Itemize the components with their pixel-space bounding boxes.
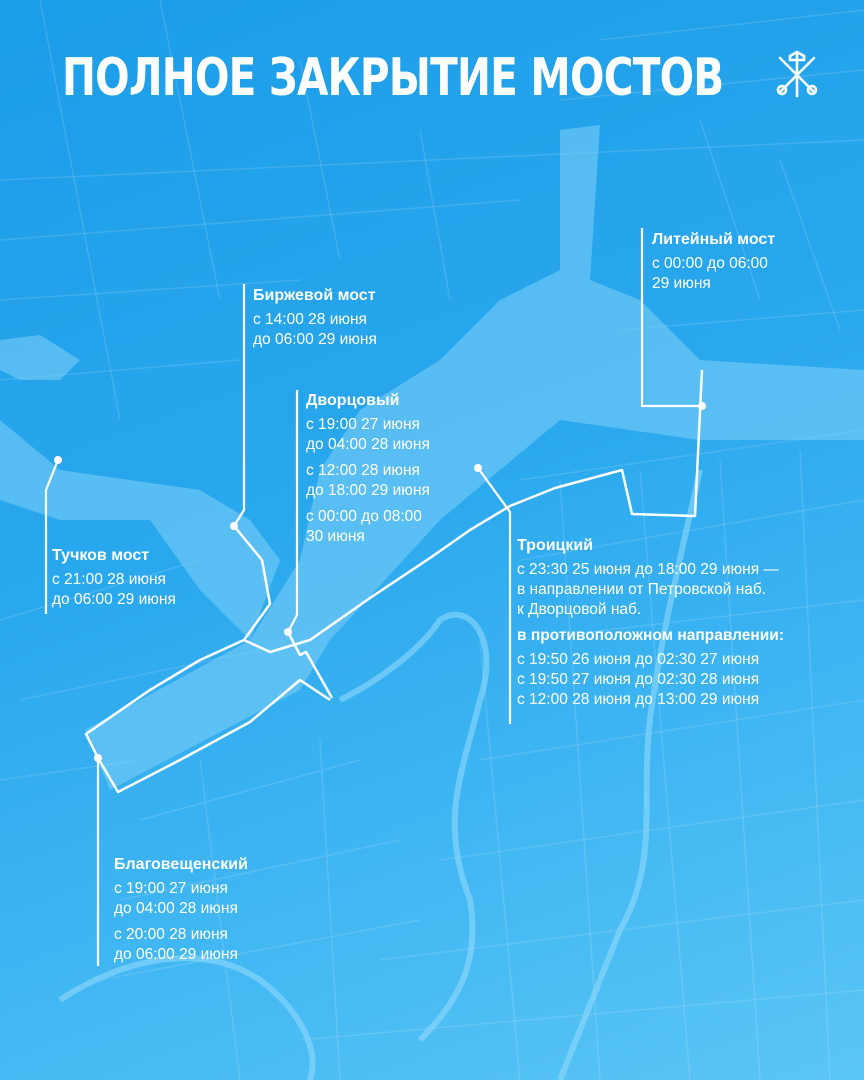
troitsky-opposite-heading: в противоположном направлении: xyxy=(517,627,784,644)
dvortsovy-period-line: 30 июня xyxy=(306,528,365,545)
dvortsovy-period-line: до 04:00 28 июня xyxy=(306,436,430,453)
tuchkov-period-line: до 06:00 29 июня xyxy=(52,591,176,608)
dvortsovy-period-line: с 00:00 до 08:00 xyxy=(306,508,422,525)
liteyny-label xyxy=(652,230,775,300)
troitsky-opposite-line: с 12:00 28 июня до 13:00 29 июня xyxy=(517,691,760,708)
dvortsovy-period-line: с 19:00 27 июня xyxy=(306,416,420,433)
dvortsovy-label xyxy=(306,391,430,553)
troitsky-period-line: к Дворцовой наб. xyxy=(517,601,642,618)
troitsky-period-line: в направлении от Петровской наб. xyxy=(517,581,767,598)
dvortsovy-marker xyxy=(284,628,292,636)
dvortsovy-period-line: до 18:00 29 июня xyxy=(306,482,430,499)
tuchkov-name: Тучков мост xyxy=(52,547,150,564)
liteyny-period-line: 29 июня xyxy=(652,275,711,292)
blagoveshchensky-label xyxy=(114,855,248,971)
city-emblem-icon xyxy=(772,50,822,100)
blagoveshchensky-period-line: с 19:00 27 июня xyxy=(114,880,228,897)
tuchkov-label xyxy=(52,546,176,616)
blagoveshchensky-name: Благовещенский xyxy=(114,856,248,873)
liteyny-marker xyxy=(698,402,706,410)
birzhevoy-name: Биржевой мост xyxy=(253,287,376,304)
birzhevoy-label xyxy=(253,286,377,356)
birzhevoy-period-line: до 06:00 29 июня xyxy=(253,331,377,348)
dvortsovy-period-line: с 12:00 28 июня xyxy=(306,462,420,479)
troitsky-marker xyxy=(474,464,482,472)
page-title: ПОЛНОЕ ЗАКРЫТИЕ МОСТОВ xyxy=(62,48,724,108)
troitsky-label xyxy=(517,536,784,716)
birzhevoy-marker xyxy=(230,522,238,530)
birzhevoy-period-line: с 14:00 28 июня xyxy=(253,311,367,328)
blagoveshchensky-period-line: до 06:00 29 июня xyxy=(114,946,238,963)
tuchkov-marker xyxy=(54,456,62,464)
birzhevoy-callout xyxy=(234,284,244,526)
troitsky-name: Троицкий xyxy=(517,537,594,554)
troitsky-period-line: с 23:30 25 июня до 18:00 29 июня — xyxy=(517,561,779,578)
tuchkov-period-line: с 21:00 28 июня xyxy=(52,571,166,588)
dvortsovy-name: Дворцовый xyxy=(306,392,400,409)
blagoveshchensky-period-line: с 20:00 28 июня xyxy=(114,926,228,943)
troitsky-opposite-line: с 19:50 27 июня до 02:30 28 июня xyxy=(517,671,760,688)
blagoveshchensky-period-line: до 04:00 28 июня xyxy=(114,900,238,917)
liteyny-period-line: с 00:00 до 06:00 xyxy=(652,255,768,272)
liteyny-name: Литейный мост xyxy=(652,231,776,248)
blagoveshchensky-marker xyxy=(94,754,102,762)
troitsky-opposite-line: с 19:50 26 июня до 02:30 27 июня xyxy=(517,651,760,668)
